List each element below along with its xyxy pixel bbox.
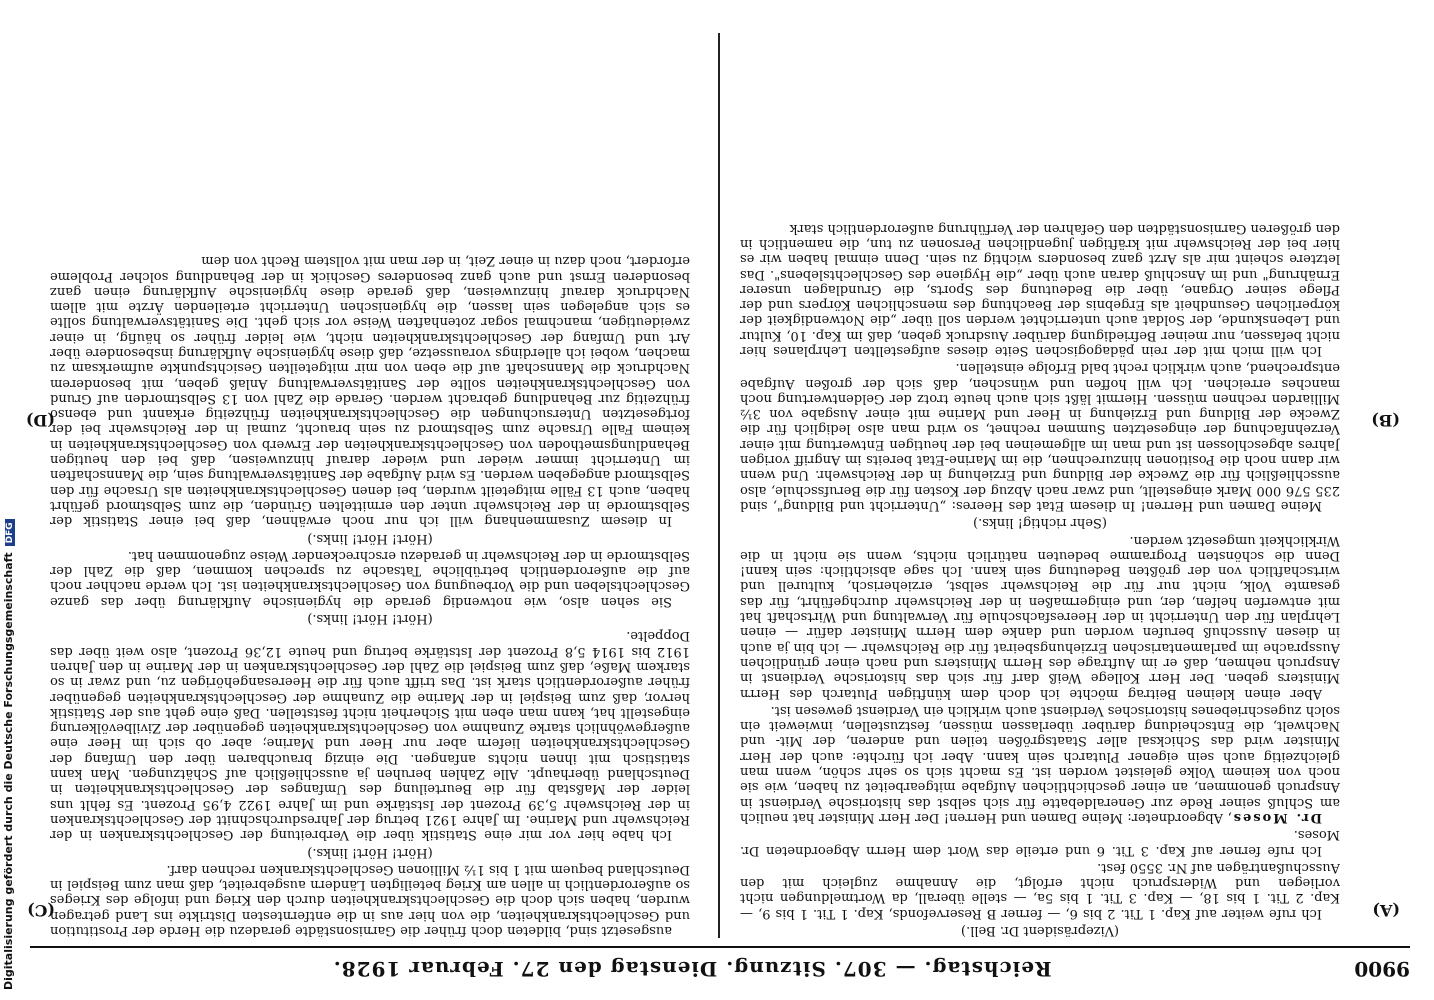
margin-marker-b: (B) xyxy=(1371,411,1400,430)
paragraph: In diesem Zusammenhang will ich nur noch erwähnen, daß bei einer Statistik der Selbstmorde in der Reichswehr unter den ermittelten Gründen, die zum Selbstmord geführt haben, auch 13 Fälle mitgeteilt wurden, bei denen Geschlechtskrankheiten als Ursache für den Selbstmord angegeben werden. Es wird Aufgabe der Sanitätsverwaltung sein, die Mannschaften im Unterricht immer wieder und wieder darauf hinzuweisen, daß bei den heutigen Behandlungsmethoden von Geschlechtskrankheiten der Erwerb von Geschlechtskrankheiten in keinem Falle Ursache zum Selbstmord zu sein braucht, zumal in der Reichswehr bei der fortgesetzten Untersuchungen die Geschlechtskrankheiten frühzeitig erkannt und ebenso frühzeitig zur Behandlung gebracht werden. Gerade die Zahl von 13 Selbstmorden auf Grund von Geschlechtskrankheiten sollte der Sanitätsverwaltung Anlaß geben, mit besonderem Nachdruck die Mannschaft auf die eben von mir mitgeteilten Gesichtspunkte aufmerksam zu machen, wobei ich allerdings voraussetze, daß diese hygienische Aufklärung insbesondere über Art und Umfang der Geschlechtskrankheiten nicht, wie leider früher so häufig, in einer zweideutigen, manchmal sogar zotenhaften Weise vor sich geht. Die Sanitätsverwaltung sollte es sich angelegen sein lassen, die hygienischen Unterricht erteilenden Ärzte mit allem Nachdruck darauf hinzuweisen, daß gerade diese hygienische Aufklärung einen ganz besonderen Ernst und auch ganz besonderes Geschick in der Behandlung solcher Probleme erfordert, noch dazu in einer Zeit, in der man mit vollstem Recht von dem xyxy=(50,253,690,529)
speech-text: , Abgeordneter: Meine Damen und Herren! Der Herr Minister hat neulich am Schluß seiner Rede zur Generaldebatte für sich selbst das historische Verdienst in Anspruch genommen, an einer geschichtlichen Aufgabe mitgearbeitet zu haben, wie sie noch von keinem Volke geleistet worden ist. Es macht sich so sehr schön, wenn man gleichzeitig auch sein eigener Plutarch sein kann. Aber ich fürchte: auch der Herr Minister wird das Schicksal aller Staatsgrößen teilen und anderen, der Mit- und Nachwelt, die Entscheidung darüber überlassen müssen, festzustellen, inwieweit ein solch zugeschriebenes historisches Verdienst auch wirklich ein Verdienst gewesen ist. xyxy=(740,702,1340,825)
paragraph: Ich rufe weiter auf Kap. 1 Tit. 2 bis 6, — ferner B Reservefonds, Kap. 1 Tit. 1 bis 9, — Kap. 2 Tit. 1 bis 18, — Kap. 3 Tit. 1 bis 5a, — stelle überall, da Wortmeldungen nicht vorliegen und Widerspruch nicht erfolgt, die Annahme zugleich mit den Ausschußanträgen auf Nr. 3550 fest. xyxy=(740,859,1340,921)
paragraph: Ich habe hier vor mir eine Statistik über die Verbreitung der Geschlechtskranken in der Reichswehr und Marine. Im Jahre 1921 betrug der Jahresdurchschnitt der Geschlechtskranken in der Reichswehr 5,39 Prozent der Iststärke und im Jahre 1922 4,95 Prozent. Es fehlt uns leider der Maßstab für die Beurteilung des Umfanges der Geschlechtskrankheiten in Deutschland überhaupt. Alle Zahlen beruhen ja ausschließlich auf Schätzungen. Man kann statistisch mit ihnen nichts anfangen. Die einzig brauchbaren über den Umfang der Geschlechtskrankheiten liefern aber nur Heer und Marine; aber ob sich im Heer eine außergewöhnlich starke Zunahme von Geschlechtskrankheiten gegenüber der Zivilbevölkerung eingestellt hat, kann man eben mit Sicherheit nicht feststellen. Daß eine geht aus der Statistik hervor, daß zum Beispiel in der Marine die Zunahme der Geschlechtskrankheiten gegenüber früher außerordentlich stark ist. Das trifft auch für die Heeresangehörigen zu, und zwar in so starkem Maße, daß zum Beispiel die Zahl der Geschlechtskranken in der Marine in den Jahren 1912 bis 1914 5,8 Prozent der Iststärke betrug und heute 12,36 Prozent, also weit über das Doppelte. xyxy=(50,628,690,843)
dfg-logo: DFG xyxy=(5,519,15,546)
paragraph: Meine Damen und Herren! In diesem Etat des Heeres: „Unterricht und Bildung", sind 235 576 000 Mark eingestellt, und zwar nach Abzug der Kosten für die Berufsschule, also ausschließlich für die Zwecke der Bildung und Erziehung in der Reichswehr. Und wenn wir dann noch die Positionen hinzurechnen, die im Marine-Etat bereits im Angriff vorigen Jahres abgeschlossen ist und man im allgemeinen bei der heutigen Entwertung mit einer Verzehnfachung der eingesetzten Summen rechnet, so wird man also lediglich für die Zwecke der Bildung und Erziehung in Heer und Marine mit einer Ausgabe von 3½ Milliarden rechnen müssen. Hiermit läßt sich auch heute trotz der Geldentwertung noch manches erreichen. Ich will hoffen und wünschen, daß sich der großen Aufgabe entsprechend, auch wirklich recht bald Erfolge einstellen. xyxy=(740,360,1340,513)
left-column xyxy=(740,33,1340,938)
column-divider xyxy=(718,33,720,938)
interjection: (Hört! Hört! links.) xyxy=(307,530,433,546)
presiding-note: (Vizepräsident Dr. Bell.) xyxy=(960,923,1120,938)
margin-marker-d: (D) xyxy=(25,411,55,430)
scanned-page xyxy=(25,20,1410,990)
interjection: (Hört! Hört! links.) xyxy=(307,611,433,627)
interjection: (Hört! Hört! links.) xyxy=(307,844,433,860)
interjection: (Sehr richtig! links.) xyxy=(973,515,1107,531)
margin-marker-c: (C) xyxy=(27,901,55,920)
page-header xyxy=(30,946,1410,990)
attribution-text: Digitalisierung gefördert durch die Deutsche ForschungsgemeinschaftDFG xyxy=(2,519,15,990)
paragraph: Aber einen kleinen Beitrag möchte ich doch dem künftigen Plutarch des Herrn Ministers geben. Der Herr Kollege Weiß darf für sich das historische Verdienst in Anspruch nehmen, daß er im Auftrage des Herrn Ministers und nach einer gründlichen Aussprache im parlamentarischen Erziehungsbeirat für die Reichswehr — ich bin ja auch in diesen Ausschuß berufen worden und danke dem Herrn Minister dafür — einen Lehrplan für den Unterricht in der Heeresfachschule für Verwaltung und Wirtschaft hat mit entwerfen helfen, der, und einigermaßen in der Reichswehr durchgeführt, für das gesamte Volk, nicht nur für die Reichswehr selbst, erzieherisch, kulturell und wirtschaftlich von der größten Bedeutung sein kann. Ich sage absichtlich: sein kann! Denn die schönsten Programme bedeuten natürlich nichts, wenn sie nicht in die Wirklichkeit umgesetzt werden. xyxy=(740,532,1340,701)
paragraph: ausgesetzt sind, bildeten doch früher die Garnisonstädte geradezu die Herde der Prostitution und Geschlechtskrankheiten, die von hier aus in die entferntesten Distrikte ins Land getragen wurden, haben sich doch die Geschlechtskrankheiten durch den Krieg und infolge des Krieges so außerordentlich in allen am Krieg beteiligten Ländern ausgebreitet, daß man zum Beispiel in Deutschland bequem mit 1 bis 1½ Millionen Geschlechtskranken rechnen darf. xyxy=(50,861,690,938)
page-title: Reichstag. — 307. Sitzung. Dienstag den 27. Februar 1928. xyxy=(332,957,1052,981)
page-number: 9900 xyxy=(1354,957,1410,981)
paragraph: Sie sehen also, wie notwendig gerade die hygienische Aufklärung über das ganze Geschlechtsleben und die Vorbeugung von Geschlechtskrankheiten ist. Ich werde nachher noch auf die außerordentlich betrübliche Tatsache zu sprechen kommen, daß die Zahl der Selbstmorde in der Reichswehr in geradezu erschreckender Weise zugenommen hat. xyxy=(50,547,690,609)
paragraph: Ich rufe ferner auf Kap. 3 Tit. 6 und erteile das Wort dem Herrn Abgeordneten Dr. Moses. xyxy=(740,827,1340,858)
speaker-name: Dr. Moses xyxy=(1231,809,1322,825)
right-column xyxy=(50,33,690,938)
paragraph: Ich will mich mit der rein pädagogischen Seite dieses aufgestellten Lehrplanes hier nicht befassen, nur meiner Befriedigung darüber Ausdruck geben, daß im Kap. 10, Kultur und Lebenskunde, der Soldat auch unterrichtet werden soll über „die Notwendigkeit der körperlichen Gesundheit als Ergebnis der Beachtung des menschlichen Körpers und der Pflege seiner Organe, über die Bedeutung des Sports, die Grundlagen unserer Ernährung" und im Anschluß daran auch über „die Hygiene des Geschlechtslebens". Das letztere scheint mir als Arzt ganz besonders wichtig zu sein. Denn einmal haben wir es hier bei der Reichswehr mit kräftigen jugendlichen Personen zu tun, die namentlich in den größeren Garnisonstädten den Gefahren der Verführung außerordentlich stark xyxy=(740,220,1340,359)
speech-paragraph xyxy=(740,703,1340,825)
margin-marker-a: (A) xyxy=(1372,901,1400,920)
attribution-strip xyxy=(0,0,22,1000)
